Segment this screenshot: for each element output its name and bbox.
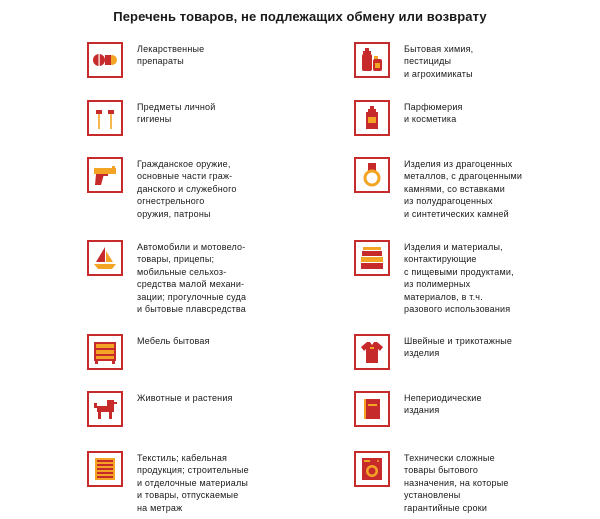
item-label: Животные и растения	[137, 393, 233, 403]
item-label: Парфюмерия и косметика	[404, 102, 463, 125]
chemical-bottles-icon	[359, 47, 385, 73]
pills-icon	[92, 47, 118, 73]
icon-frame	[87, 451, 123, 487]
item-label: Мебель бытовая	[137, 336, 210, 346]
pistol-icon	[92, 162, 118, 188]
icon-frame	[87, 42, 123, 78]
item-label: Технически сложные товары бытового назначения, на которые установлены гарантийные сроки	[404, 453, 509, 513]
item-label: Изделия из драгоценных металлов, с драгоценными камнями, со вставками из полудрагоценных и синтетических камней	[404, 159, 523, 219]
icon-frame	[354, 451, 390, 487]
sailboat-icon	[92, 245, 118, 271]
icon-frame	[354, 157, 390, 193]
dresser-icon	[92, 339, 118, 365]
item-label: Текстиль; кабельная продукция; строительные и отделочные материалы и товары, отпускаемые на метраж	[137, 453, 249, 513]
icon-frame	[87, 391, 123, 427]
icon-frame	[354, 391, 390, 427]
icon-frame	[87, 240, 123, 276]
item-label: Предметы личной гигиены	[137, 102, 216, 125]
item-label: Гражданское оружие, основные части граж- данского и служебного огнестрельного оружия, патроны	[137, 159, 237, 219]
icon-frame	[87, 100, 123, 136]
icon-frame	[354, 240, 390, 276]
item-label: Автомобили и мотовело- товары, прицепы; мобильные сельхоз- средства малой механи- зации; прогулочные суда и бытовые плавсредства	[137, 242, 247, 315]
washing-machine-icon	[359, 456, 385, 482]
item-label: Непериодические издания	[404, 393, 482, 416]
hygiene-brushes-icon	[92, 105, 118, 131]
icon-frame	[354, 334, 390, 370]
icon-frame	[87, 334, 123, 370]
perfume-icon	[359, 105, 385, 131]
fabric-roll-icon	[92, 456, 118, 482]
dog-icon	[92, 396, 118, 422]
tshirt-icon	[359, 339, 385, 365]
item-label: Швейные и трикотажные изделия	[404, 336, 513, 359]
page-title: Перечень товаров, не подлежащих обмену или возврату	[113, 9, 487, 24]
book-icon	[359, 396, 385, 422]
icon-frame	[354, 100, 390, 136]
food-containers-icon	[359, 245, 385, 271]
item-label: Изделия и материалы, контактирующие с пищевыми продуктами, из полимерных материалов, в т.ч. разового использования	[404, 242, 514, 315]
item-label: Лекарственные препараты	[137, 44, 205, 67]
icon-frame	[354, 42, 390, 78]
ring-icon	[359, 162, 385, 188]
icon-frame	[87, 157, 123, 193]
item-label: Бытовая химия, пестициды и агрохимикаты	[404, 44, 474, 79]
